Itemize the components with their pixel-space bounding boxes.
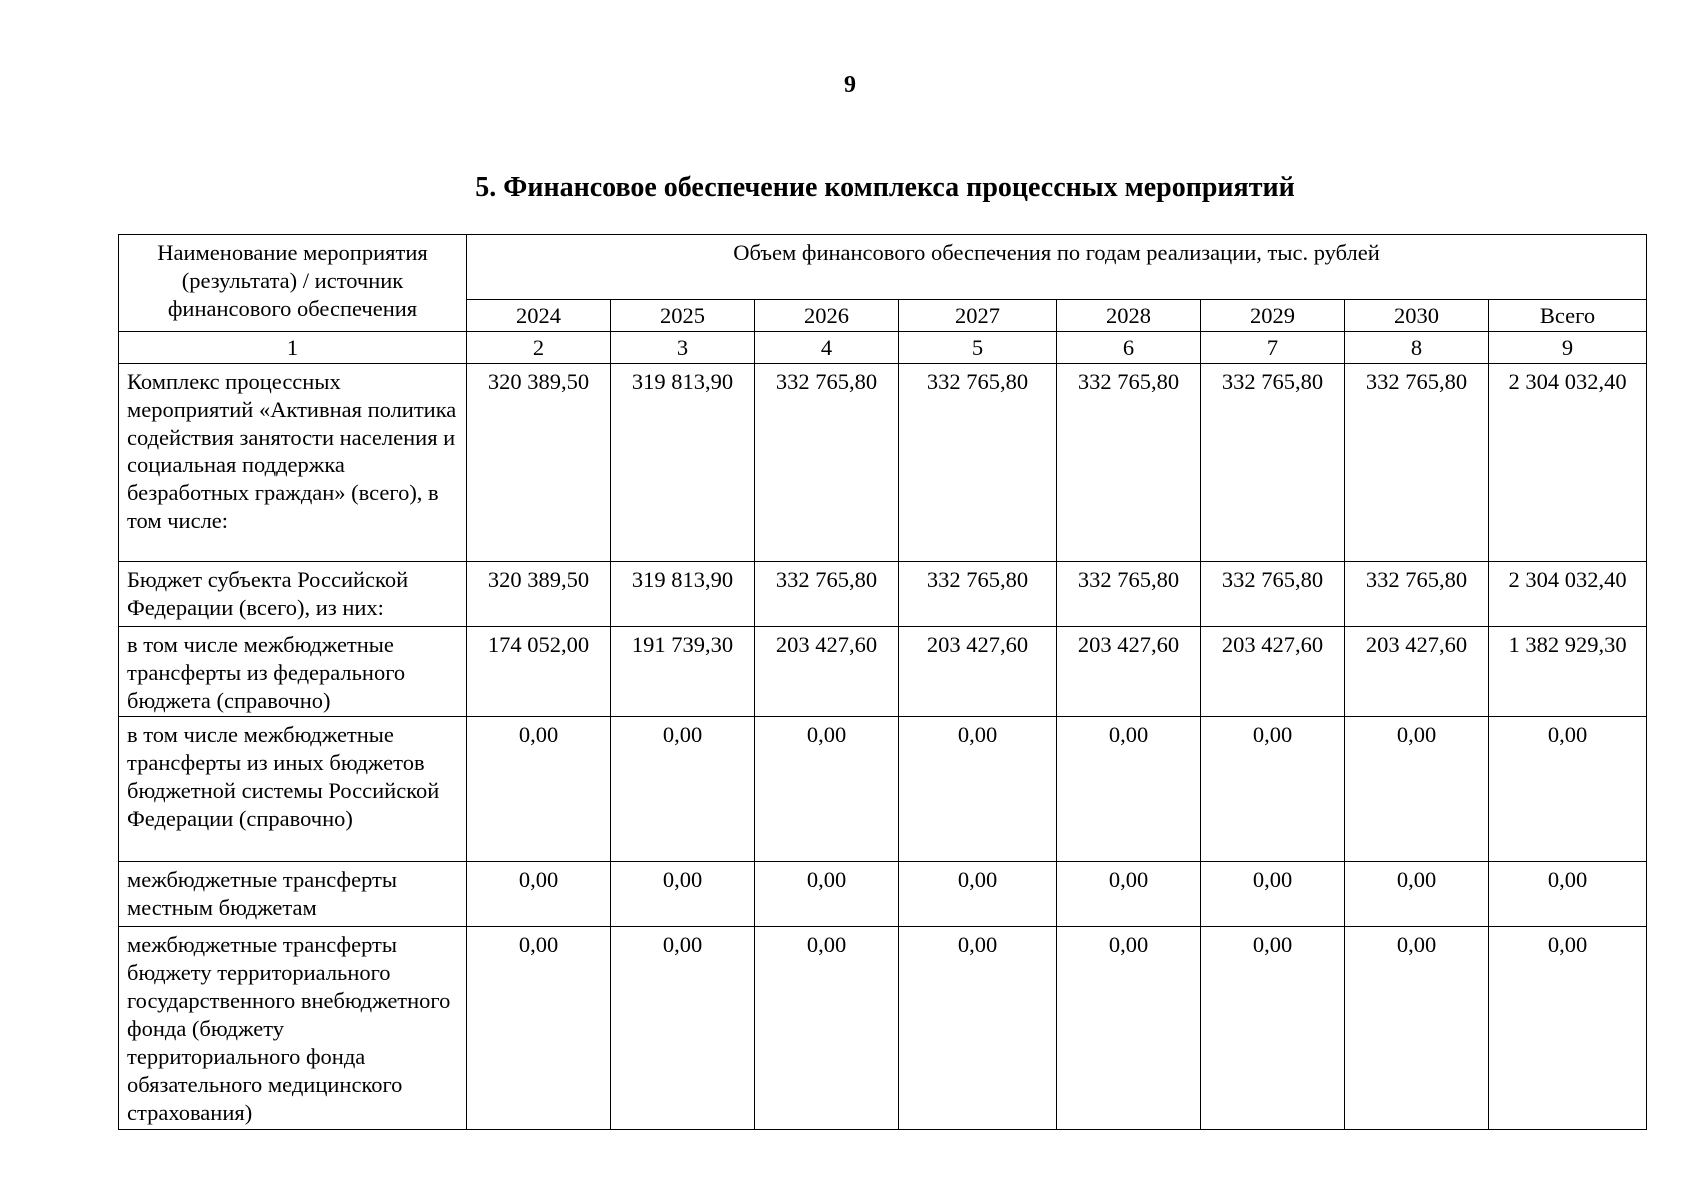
value-cell: 320 389,50 [467, 363, 611, 561]
funding-volume-header: Объем финансового обеспечения по годам реализации, тыс. рублей [467, 235, 1647, 300]
value-cell: 0,00 [1201, 927, 1345, 1129]
name-column-header: Наименование мероприятия (результата) / источник финансового обеспечения [119, 235, 467, 332]
value-cell: 0,00 [1345, 717, 1489, 862]
value-cell: 319 813,90 [611, 561, 755, 626]
row-name: межбюджетные трансферты местным бюджетам [119, 862, 467, 927]
total-cell: 0,00 [1489, 927, 1647, 1129]
value-cell: 203 427,60 [755, 626, 899, 717]
value-cell: 203 427,60 [1057, 626, 1201, 717]
column-number: 5 [899, 331, 1057, 363]
column-number: 4 [755, 331, 899, 363]
year-header: 2028 [1057, 300, 1201, 332]
column-number: 8 [1345, 331, 1489, 363]
column-number: 9 [1489, 331, 1647, 363]
year-header: 2026 [755, 300, 899, 332]
row-name: Комплекс процессных мероприятий «Активная политика содействия занятости населения и социальная поддержка безработных граждан» (всего), в том числе: [119, 363, 467, 561]
value-cell: 0,00 [899, 927, 1057, 1129]
column-number: 1 [119, 331, 467, 363]
total-cell: 0,00 [1489, 862, 1647, 927]
year-header: 2029 [1201, 300, 1345, 332]
value-cell: 332 765,80 [755, 363, 899, 561]
value-cell: 0,00 [1057, 927, 1201, 1129]
value-cell: 0,00 [755, 862, 899, 927]
year-header: 2024 [467, 300, 611, 332]
page-number: 9 [844, 72, 856, 98]
value-cell: 0,00 [467, 862, 611, 927]
value-cell: 332 765,80 [1201, 561, 1345, 626]
value-cell: 332 765,80 [1057, 363, 1201, 561]
total-cell: 2 304 032,40 [1489, 561, 1647, 626]
row-name: межбюджетные трансферты бюджету территориального государственного внебюджетного фонда (бюджету территориального фонда обязательного медицинского страхования) [119, 927, 467, 1129]
value-cell: 0,00 [1057, 862, 1201, 927]
value-cell: 0,00 [899, 862, 1057, 927]
value-cell: 0,00 [611, 717, 755, 862]
row-name: Бюджет субъекта Российской Федерации (всего), из них: [119, 561, 467, 626]
value-cell: 332 765,80 [1345, 363, 1489, 561]
row-name: в том числе межбюджетные трансферты из иных бюджетов бюджетной системы Российской Федерации (справочно) [119, 717, 467, 862]
column-number: 2 [467, 331, 611, 363]
column-number: 7 [1201, 331, 1345, 363]
value-cell: 0,00 [1057, 717, 1201, 862]
value-cell: 0,00 [755, 717, 899, 862]
value-cell: 0,00 [755, 927, 899, 1129]
table-row [119, 927, 1647, 1129]
value-cell: 0,00 [611, 927, 755, 1129]
value-cell: 174 052,00 [467, 626, 611, 717]
value-cell: 319 813,90 [611, 363, 755, 561]
table-row [119, 626, 1647, 717]
value-cell: 0,00 [899, 717, 1057, 862]
year-header: 2025 [611, 300, 755, 332]
value-cell: 0,00 [467, 717, 611, 862]
section-title: 5. Финансовое обеспечение комплекса процессных мероприятий [475, 172, 1295, 203]
value-cell: 332 765,80 [1345, 561, 1489, 626]
year-header: 2030 [1345, 300, 1489, 332]
value-cell: 332 765,80 [899, 561, 1057, 626]
value-cell: 332 765,80 [1201, 363, 1345, 561]
total-header: Всего [1489, 300, 1647, 332]
table-row [119, 717, 1647, 862]
value-cell: 332 765,80 [899, 363, 1057, 561]
financing-table [118, 234, 1647, 1130]
value-cell: 0,00 [467, 927, 611, 1129]
value-cell: 332 765,80 [755, 561, 899, 626]
value-cell: 320 389,50 [467, 561, 611, 626]
total-cell: 0,00 [1489, 717, 1647, 862]
value-cell: 332 765,80 [1057, 561, 1201, 626]
value-cell: 0,00 [1201, 717, 1345, 862]
value-cell: 203 427,60 [1201, 626, 1345, 717]
row-name: в том числе межбюджетные трансферты из федерального бюджета (справочно) [119, 626, 467, 717]
total-cell: 1 382 929,30 [1489, 626, 1647, 717]
value-cell: 0,00 [1345, 927, 1489, 1129]
value-cell: 203 427,60 [1345, 626, 1489, 717]
table-row [119, 561, 1647, 626]
year-header: 2027 [899, 300, 1057, 332]
value-cell: 0,00 [1345, 862, 1489, 927]
value-cell: 203 427,60 [899, 626, 1057, 717]
value-cell: 0,00 [611, 862, 755, 927]
column-number: 6 [1057, 331, 1201, 363]
value-cell: 0,00 [1201, 862, 1345, 927]
column-number: 3 [611, 331, 755, 363]
value-cell: 191 739,30 [611, 626, 755, 717]
table-row [119, 862, 1647, 927]
total-cell: 2 304 032,40 [1489, 363, 1647, 561]
table-row [119, 363, 1647, 561]
